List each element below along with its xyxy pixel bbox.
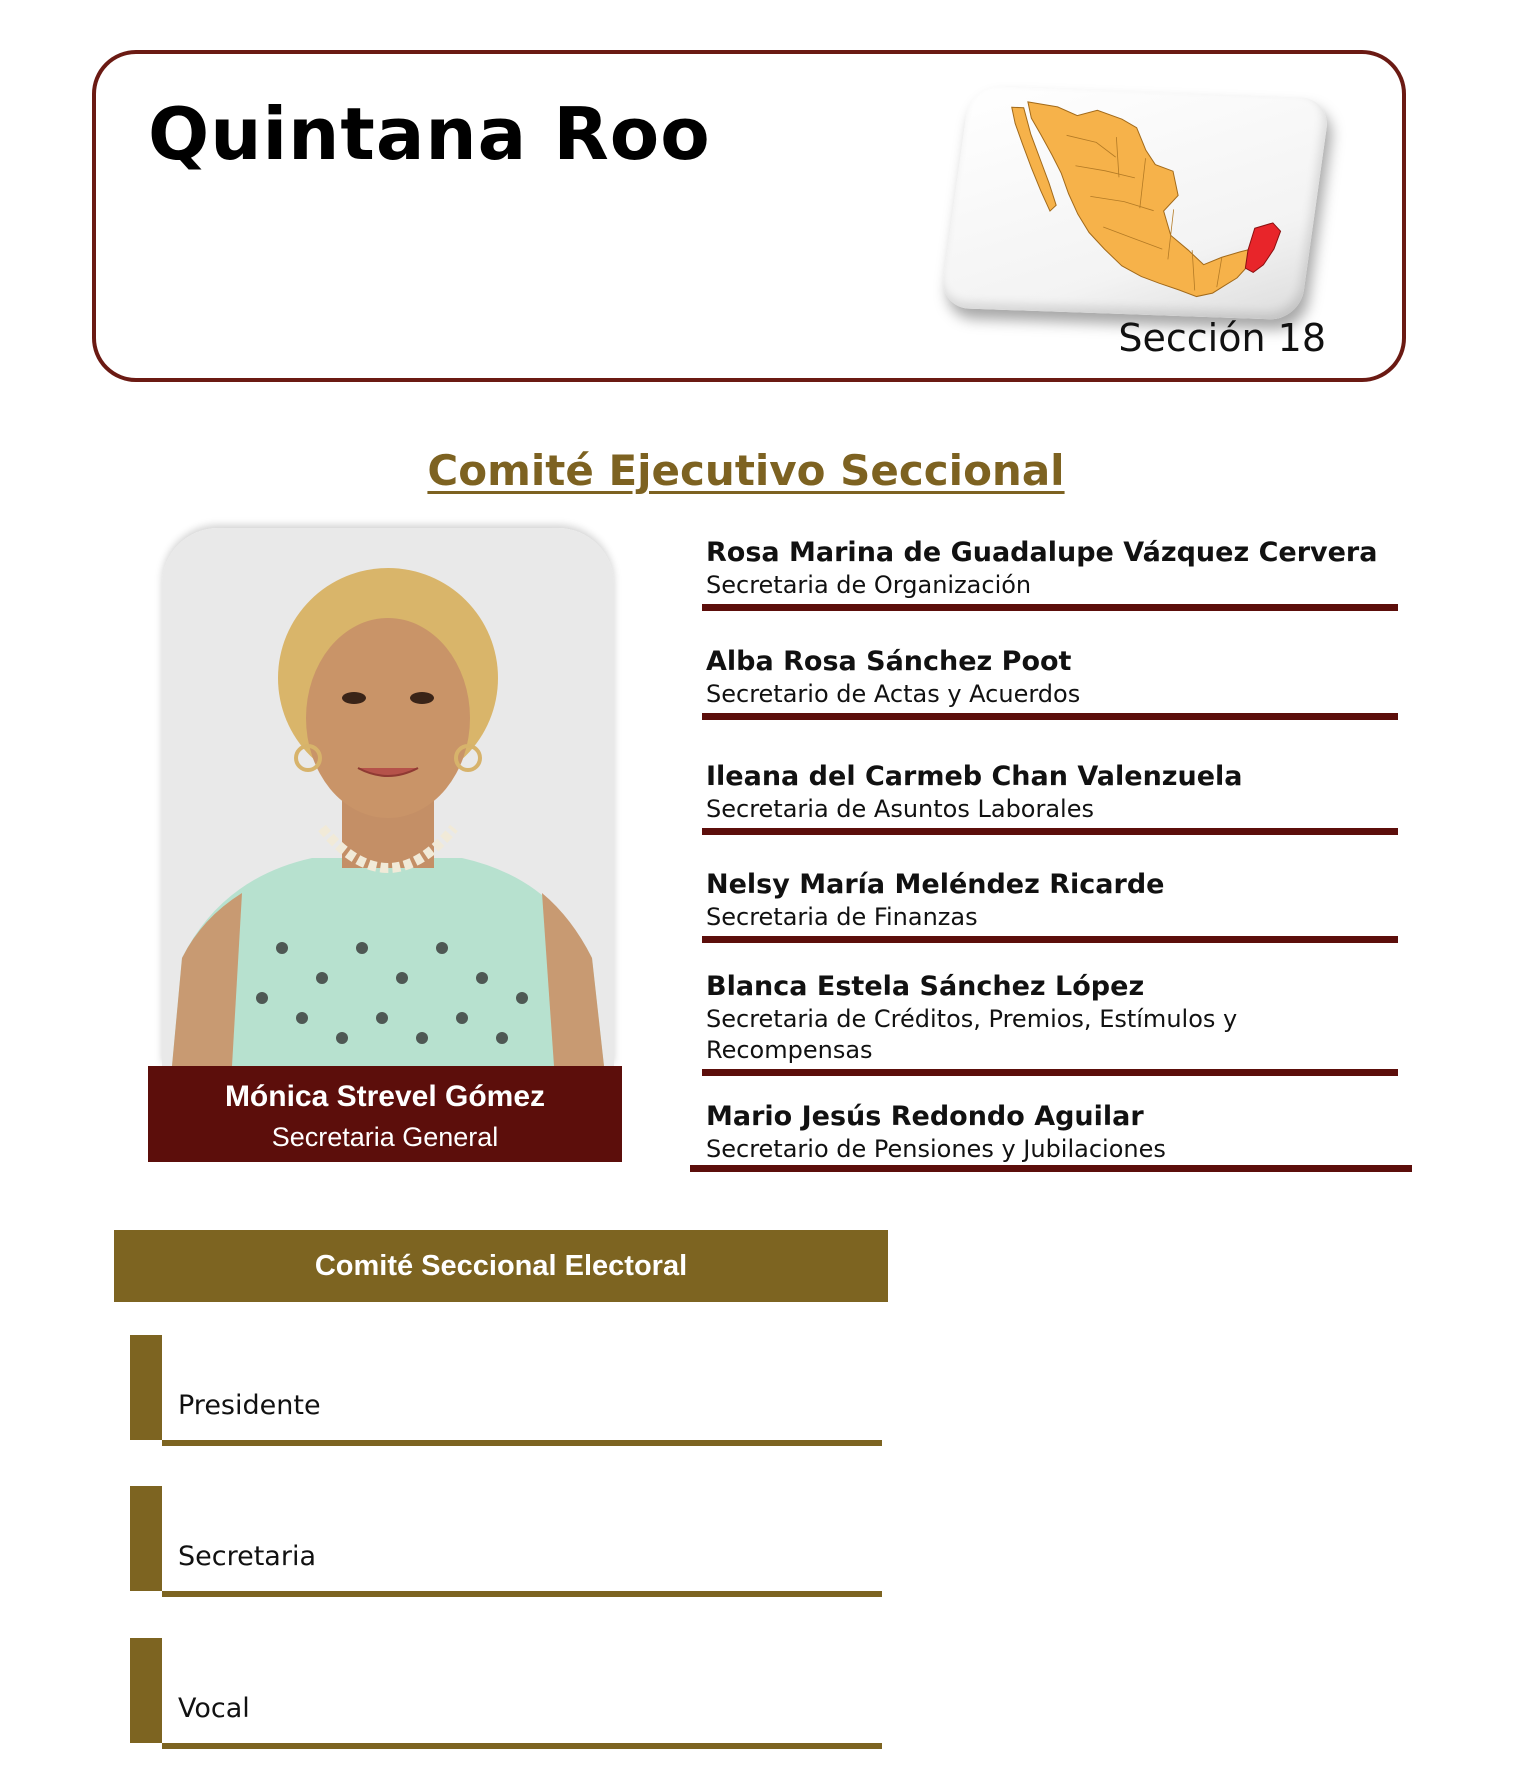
position-marker [130,1486,162,1591]
position-label-secretaria: Secretaria [178,1541,316,1572]
position-label-presidente: Presidente [178,1390,321,1421]
member-entry [706,970,1306,1066]
member-entry [706,645,1406,710]
member-role: Secretaria de Organización [706,571,1032,599]
member-name: Ileana del Carmeb Chan Valenzuela [706,761,1243,792]
mexico-mainland [1021,102,1259,299]
state-title: Quintana Roo [148,92,711,176]
member-role: Secretaria de Asuntos Laborales [706,795,1094,823]
member-divider [690,1165,1412,1172]
member-divider [702,713,1398,720]
position-line [162,1440,882,1446]
member-role: Secretaria de Finanzas [706,903,978,931]
member-entry [706,1100,1406,1165]
map-card [939,86,1331,320]
member-divider [702,936,1398,943]
member-name: Alba Rosa Sánchez Poot [706,646,1072,677]
quintana-roo-highlight [1245,222,1281,273]
section-label: Sección 18 [1118,316,1326,360]
member-name: Blanca Estela Sánchez López [706,971,1145,1002]
member-divider [702,828,1398,835]
member-entry [706,536,1406,601]
header-box [92,50,1406,382]
portrait-illustration [162,528,614,1066]
position-marker [130,1335,162,1440]
position-label-vocal: Vocal [178,1693,250,1724]
electoral-committee-banner: Comité Seccional Electoral [114,1230,888,1302]
member-entry [706,868,1406,933]
member-entry [706,760,1406,825]
leader-photo [162,528,614,1066]
member-name: Rosa Marina de Guadalupe Vázquez Cervera [706,537,1378,568]
member-divider [702,604,1398,611]
member-name: Mario Jesús Redondo Aguilar [706,1101,1144,1132]
position-marker [130,1638,162,1743]
mexico-map-icon [991,93,1297,314]
member-divider [702,1069,1398,1076]
member-role: Secretario de Actas y Acuerdos [706,680,1081,708]
executive-committee-title: Comité Ejecutivo Seccional [427,446,1065,495]
member-role: Secretario de Pensiones y Jubilaciones [706,1135,1166,1163]
leader-role: Secretaria General [271,1122,499,1152]
leader-name: Mónica Strevel Gómez [224,1080,546,1113]
member-name: Nelsy María Meléndez Ricarde [706,869,1165,900]
member-role: Secretaria de Créditos, Premios, Estímulos y Recompensas [706,1005,1238,1064]
leader-name-plate [148,1066,622,1162]
position-line [162,1743,882,1749]
position-line [162,1591,882,1597]
